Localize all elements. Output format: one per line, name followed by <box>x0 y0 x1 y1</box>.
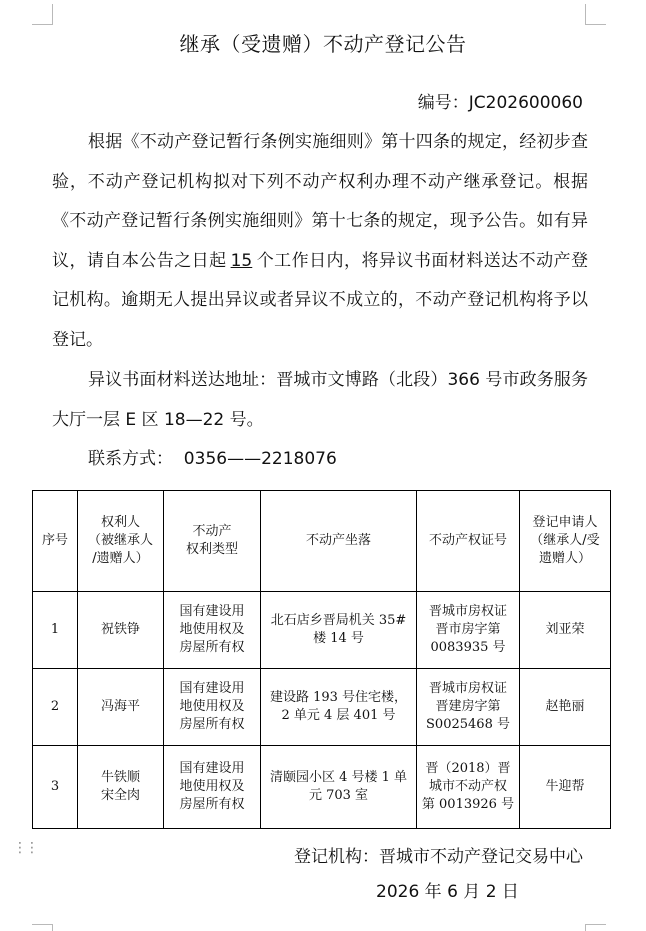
cell-right-type: 国有建设用 地使用权及 房屋所有权 <box>164 669 261 746</box>
cell-property-location: 建设路 193 号住宅楼， 2 单元 4 层 401 号 <box>261 669 417 746</box>
header-applicant: 登记申请人 （继承人/受 遗赠人） <box>520 491 611 592</box>
header-property-location: 不动产坐落 <box>261 491 417 592</box>
cell-serial-number: 2 <box>33 669 78 746</box>
registration-organization: 登记机构：晋城市不动产登记交易中心 <box>294 847 583 867</box>
announcement-date: 2026 年 6 月 2 日 <box>376 882 519 902</box>
cell-property-location: 清颐园小区 4 号楼 1 单 元 703 室 <box>261 746 417 829</box>
paragraph-text-after: 个工作日内，将异议书面材料送达不动产登记机构。逾期无人提出异议或者异议不成立的，不动产登记机构将予以登记。 <box>52 250 589 350</box>
objection-address-paragraph: 异议书面材料送达地址：晋城市文博路（北段）366 号市政务服务大厅一层 E 区 18—22 号。 <box>52 370 588 430</box>
header-serial-number: 序号 <box>33 491 78 592</box>
document-title: 继承（受遗赠）不动产登记公告 <box>179 32 467 56</box>
cell-right-holder: 冯海平 <box>78 669 164 746</box>
cell-applicant: 刘亚荣 <box>520 592 611 669</box>
cell-applicant: 赵艳丽 <box>520 669 611 746</box>
cell-applicant: 牛迎帮 <box>520 746 611 829</box>
cell-certificate-number: 晋城市房权证 晋市房字第 0083935 号 <box>417 592 520 669</box>
table-row <box>33 669 611 746</box>
drag-handle-icon[interactable]: ⋮⋮ <box>13 840 37 856</box>
cell-certificate-number: 晋城市房权证 晋建房字第 S0025468 号 <box>417 669 520 746</box>
header-certificate-number: 不动产权证号 <box>417 491 520 592</box>
cell-right-holder: 祝铁铮 <box>78 592 164 669</box>
registration-table <box>32 490 611 829</box>
cell-right-type: 国有建设用 地使用权及 房屋所有权 <box>164 592 261 669</box>
cell-certificate-number: 晋（2018）晋 城市不动产权 第 0013926 号 <box>417 746 520 829</box>
header-right-holder: 权利人 （被继承人 /遗赠人） <box>78 491 164 592</box>
contact-paragraph: 联系方式： 0356——2218076 <box>88 449 337 469</box>
cell-right-holder: 牛铁顺 宋全肉 <box>78 746 164 829</box>
table-header-row <box>33 491 611 592</box>
objection-days: 15 <box>230 250 253 271</box>
table-row <box>33 746 611 829</box>
announcement-paragraph <box>52 123 588 360</box>
cell-right-type: 国有建设用 地使用权及 房屋所有权 <box>164 746 261 829</box>
page-corner-mark-top-left <box>32 4 53 25</box>
paragraph-text-before: 根据《不动产登记暂行条例实施细则》第十四条的规定，经初步查验，不动产登记机构拟对下列不动产权利办理不动产继承登记。根据《不动产登记暂行条例实施细则》第十七条的规定，现予公告。如有异议，请自本公告之日起 <box>52 132 588 271</box>
page-corner-mark-top-right <box>585 4 606 25</box>
cell-property-location: 北石店乡晋局机关 35# 楼 14 号 <box>261 592 417 669</box>
document-number: 编号：JC202600060 <box>417 93 583 113</box>
cell-serial-number: 3 <box>33 746 78 829</box>
header-right-type: 不动产 权利类型 <box>164 491 261 592</box>
cell-serial-number: 1 <box>33 592 78 669</box>
table-row <box>33 592 611 669</box>
